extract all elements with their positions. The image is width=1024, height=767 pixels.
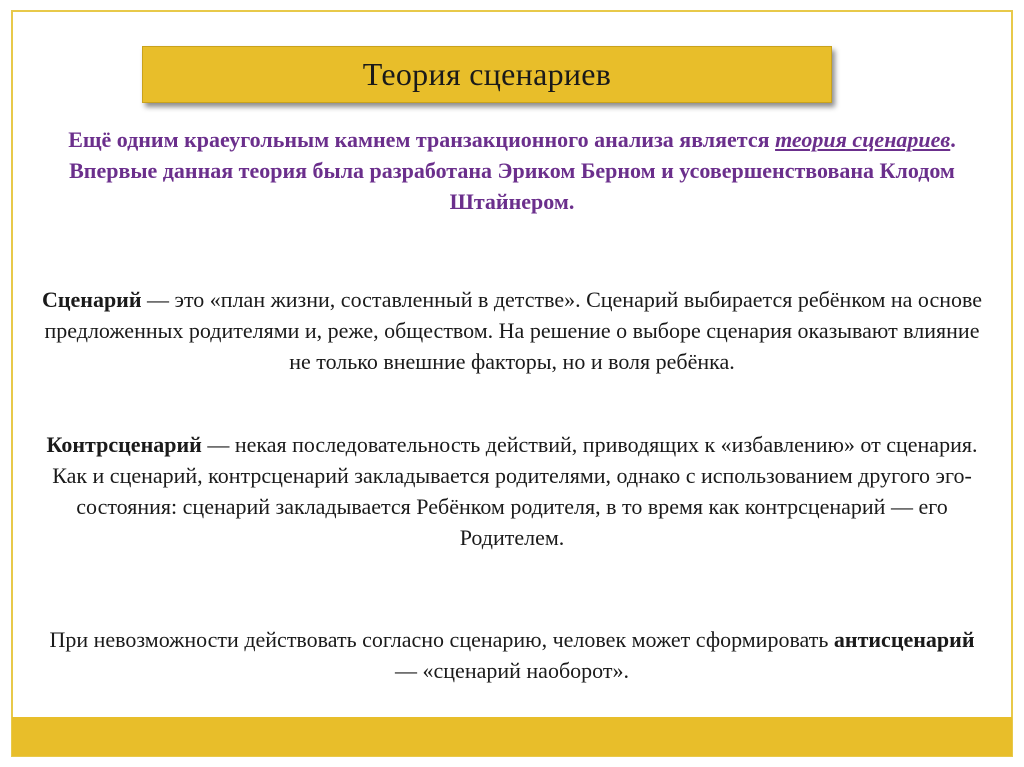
counter-scenario-text: — некая последовательность действий, приводящих к «избавлению» от сценария. Как и сценарий, контрсценарий закладывается родителями, однако с использованием другого эго-состояния: сценарий закладывается Ребёнком родителя, в то время как контрсценарий — его Родителем.: [52, 432, 978, 550]
anti-scenario-paragraph: [40, 624, 984, 686]
intro-text-before: Ещё одним краеугольным камнем транзакционного анализа является: [68, 127, 776, 152]
counter-scenario-paragraph: [40, 429, 984, 553]
scenario-text: — это «план жизни, составленный в детстве». Сценарий выбирается ребёнком на основе предложенных родителями и, реже, обществом. На решение о выборе сценария оказывают влияние не только внешние факторы, но и воля ребёнка.: [44, 287, 983, 374]
anti-scenario-term: антисценарий: [833, 627, 975, 652]
anti-scenario-text-before: При невозможности действовать согласно сценарию, человек может сформировать: [49, 627, 834, 652]
slide-title: Теория сценариев: [362, 56, 612, 92]
footer-band: [12, 717, 1012, 756]
counter-scenario-term: Контрсценарий: [46, 432, 202, 457]
intro-text-after: . Впервые данная теория была разработана Эриком Берном и усовершенствована Клодом Штайнером.: [69, 127, 956, 214]
scenario-paragraph: [40, 284, 984, 377]
intro-term-link[interactable]: теория сценариев: [775, 127, 951, 152]
intro-paragraph: [60, 124, 964, 217]
anti-scenario-text-after: — «сценарий наоборот».: [395, 658, 629, 683]
scenario-term: Сценарий: [41, 287, 142, 312]
title-banner: [142, 46, 832, 103]
